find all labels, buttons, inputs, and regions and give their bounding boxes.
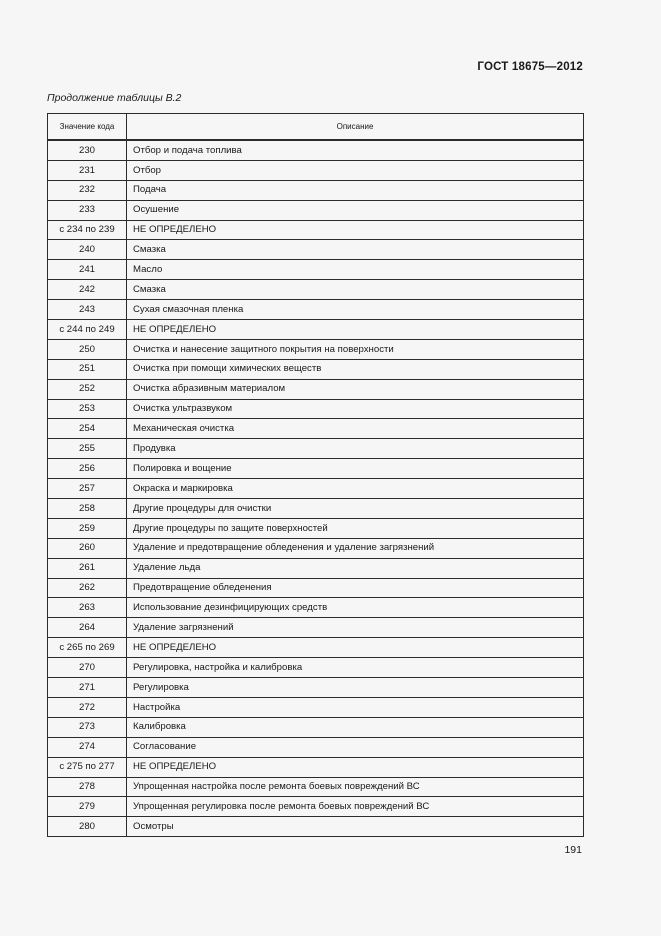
page-number: 191 bbox=[564, 844, 582, 856]
description-cell: Удаление загрязнений bbox=[127, 618, 584, 638]
code-cell: 261 bbox=[48, 558, 127, 578]
description-cell: Очистка абразивным материалом bbox=[127, 379, 584, 399]
code-cell: с 265 по 269 bbox=[48, 638, 127, 658]
code-cell: 264 bbox=[48, 618, 127, 638]
code-cell: 255 bbox=[48, 439, 127, 459]
description-cell: Очистка ультразвуком bbox=[127, 399, 584, 419]
table-header-row bbox=[48, 114, 584, 141]
code-cell: 273 bbox=[48, 717, 127, 737]
table-row bbox=[48, 200, 584, 220]
description-cell: НЕ ОПРЕДЕЛЕНО bbox=[127, 638, 584, 658]
table-row bbox=[48, 359, 584, 379]
table-row bbox=[48, 678, 584, 698]
table-row bbox=[48, 717, 584, 737]
description-cell: Упрощенная регулировка после ремонта боевых повреждений ВС bbox=[127, 797, 584, 817]
description-cell: Другие процедуры по защите поверхностей bbox=[127, 518, 584, 538]
code-table-container bbox=[47, 113, 583, 837]
table-row bbox=[48, 399, 584, 419]
code-cell: 243 bbox=[48, 300, 127, 320]
description-cell: Отбор и подача топлива bbox=[127, 140, 584, 160]
table-row bbox=[48, 538, 584, 558]
table-row bbox=[48, 160, 584, 180]
table-row bbox=[48, 320, 584, 340]
code-cell: с 234 по 239 bbox=[48, 220, 127, 240]
table-row bbox=[48, 518, 584, 538]
code-cell: 232 bbox=[48, 180, 127, 200]
table-row bbox=[48, 280, 584, 300]
description-cell: Смазка bbox=[127, 280, 584, 300]
description-cell: Окраска и маркировка bbox=[127, 479, 584, 499]
code-cell: 279 bbox=[48, 797, 127, 817]
code-cell: 258 bbox=[48, 499, 127, 519]
description-cell: Настройка bbox=[127, 697, 584, 717]
code-cell: 252 bbox=[48, 379, 127, 399]
code-cell: 254 bbox=[48, 419, 127, 439]
code-cell: 272 bbox=[48, 697, 127, 717]
description-cell: Масло bbox=[127, 260, 584, 280]
code-cell: 260 bbox=[48, 538, 127, 558]
code-cell: 270 bbox=[48, 658, 127, 678]
description-cell: Регулировка bbox=[127, 678, 584, 698]
code-cell: 274 bbox=[48, 737, 127, 757]
description-cell: Смазка bbox=[127, 240, 584, 260]
table-row bbox=[48, 499, 584, 519]
table-row bbox=[48, 697, 584, 717]
description-cell: Подача bbox=[127, 180, 584, 200]
code-table bbox=[47, 113, 584, 837]
description-cell: Калибровка bbox=[127, 717, 584, 737]
description-cell: Полировка и вощение bbox=[127, 459, 584, 479]
description-cell: Упрощенная настройка после ремонта боевых повреждений ВС bbox=[127, 777, 584, 797]
description-cell: Предотвращение обледенения bbox=[127, 578, 584, 598]
code-cell: 241 bbox=[48, 260, 127, 280]
table-caption: Продолжение таблицы В.2 bbox=[47, 92, 182, 104]
column-header-code: Значение кода bbox=[48, 114, 127, 141]
table-row bbox=[48, 419, 584, 439]
table-row bbox=[48, 339, 584, 359]
table-row bbox=[48, 260, 584, 280]
table-row bbox=[48, 558, 584, 578]
description-cell: Удаление льда bbox=[127, 558, 584, 578]
code-cell: 233 bbox=[48, 200, 127, 220]
code-cell: 250 bbox=[48, 339, 127, 359]
code-cell: 263 bbox=[48, 598, 127, 618]
table-row bbox=[48, 459, 584, 479]
code-cell: 242 bbox=[48, 280, 127, 300]
table-body bbox=[48, 140, 584, 837]
description-cell: Механическая очистка bbox=[127, 419, 584, 439]
code-cell: 230 bbox=[48, 140, 127, 160]
description-cell: Осушение bbox=[127, 200, 584, 220]
description-cell: Использование дезинфицирующих средств bbox=[127, 598, 584, 618]
code-cell: 278 bbox=[48, 777, 127, 797]
description-cell: Сухая смазочная пленка bbox=[127, 300, 584, 320]
description-cell: Удаление и предотвращение обледенения и удаление загрязнений bbox=[127, 538, 584, 558]
table-row bbox=[48, 618, 584, 638]
table-row bbox=[48, 658, 584, 678]
code-cell: 280 bbox=[48, 817, 127, 837]
code-cell: 240 bbox=[48, 240, 127, 260]
description-cell: Отбор bbox=[127, 160, 584, 180]
table-row bbox=[48, 797, 584, 817]
code-cell: 253 bbox=[48, 399, 127, 419]
code-cell: 271 bbox=[48, 678, 127, 698]
code-cell: 256 bbox=[48, 459, 127, 479]
table-row bbox=[48, 638, 584, 658]
description-cell: Другие процедуры для очистки bbox=[127, 499, 584, 519]
table-row bbox=[48, 578, 584, 598]
description-cell: Согласование bbox=[127, 737, 584, 757]
description-cell: НЕ ОПРЕДЕЛЕНО bbox=[127, 220, 584, 240]
table-row bbox=[48, 240, 584, 260]
table-row bbox=[48, 300, 584, 320]
table-row bbox=[48, 180, 584, 200]
code-cell: 259 bbox=[48, 518, 127, 538]
table-row bbox=[48, 598, 584, 618]
description-cell: НЕ ОПРЕДЕЛЕНО bbox=[127, 320, 584, 340]
code-cell: 262 bbox=[48, 578, 127, 598]
column-header-description: Описание bbox=[127, 114, 584, 141]
table-row bbox=[48, 817, 584, 837]
code-cell: с 244 по 249 bbox=[48, 320, 127, 340]
code-cell: 231 bbox=[48, 160, 127, 180]
description-cell: Очистка при помощи химических веществ bbox=[127, 359, 584, 379]
document-id: ГОСТ 18675—2012 bbox=[477, 61, 583, 73]
table-row bbox=[48, 777, 584, 797]
description-cell: Регулировка, настройка и калибровка bbox=[127, 658, 584, 678]
description-cell: Очистка и нанесение защитного покрытия на поверхности bbox=[127, 339, 584, 359]
table-row bbox=[48, 220, 584, 240]
description-cell: Осмотры bbox=[127, 817, 584, 837]
table-row bbox=[48, 737, 584, 757]
code-cell: 251 bbox=[48, 359, 127, 379]
code-cell: 257 bbox=[48, 479, 127, 499]
table-row bbox=[48, 439, 584, 459]
table-row bbox=[48, 479, 584, 499]
table-row bbox=[48, 140, 584, 160]
description-cell: Продувка bbox=[127, 439, 584, 459]
code-cell: с 275 по 277 bbox=[48, 757, 127, 777]
table-row bbox=[48, 757, 584, 777]
description-cell: НЕ ОПРЕДЕЛЕНО bbox=[127, 757, 584, 777]
table-row bbox=[48, 379, 584, 399]
